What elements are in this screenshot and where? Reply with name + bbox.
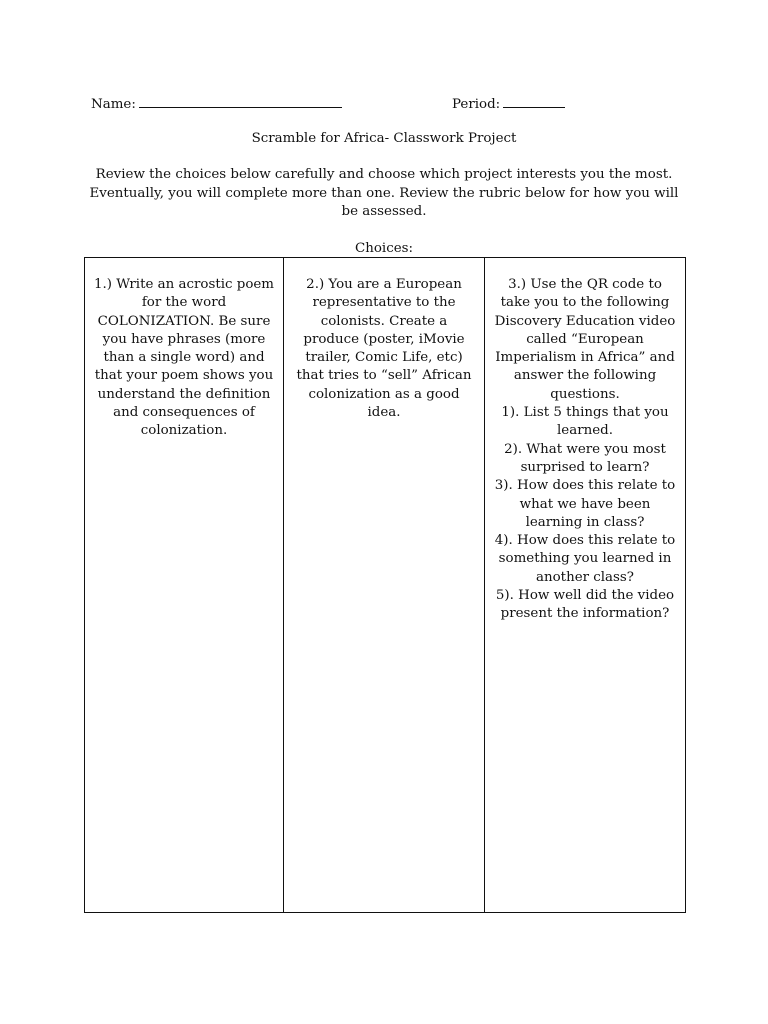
choice-1-text: 1.) Write an acrostic poem for the word COLONIZATION. Be sure you have phrases (more than a single word) and that your poem shows you understand the definition and consequences of colonization. — [93, 277, 275, 439]
period-label: Period: — [452, 97, 501, 112]
choice-3-intro: 3.) Use the QR code to take you to the following Discovery Education video called “European Imperialism in Africa” and answer the following questions. — [494, 277, 676, 402]
choices-table — [84, 257, 686, 913]
period-field — [452, 94, 565, 114]
choice-3-question-4: 4). How does this relate to something you learned in another class? — [494, 533, 676, 585]
choice-cell-3 — [485, 258, 686, 913]
choice-3-question-1: 1). List 5 things that you learned. — [501, 405, 669, 439]
page-title: Scramble for Africa- Classwork Project — [251, 131, 517, 146]
name-field — [91, 94, 342, 114]
choice-cell-1 — [85, 258, 284, 913]
choice-3-question-5: 5). How well did the video present the information? — [495, 588, 675, 622]
choice-cell-2 — [284, 258, 485, 913]
choice-2-text: 2.) You are a European representative to the colonists. Create a produce (poster, iMovie trailer, Comic Life, etc) that tries to “sell” African colonization as a good idea. — [296, 277, 472, 421]
name-blank-line[interactable] — [139, 94, 342, 108]
instructions-paragraph: Review the choices below carefully and choose which project interests you the most. Eventually, you will complete more than one. Review the rubric below for how you will be assessed. — [89, 167, 679, 219]
period-blank-line[interactable] — [503, 94, 565, 108]
choice-3-question-2: 2). What were you most surprised to learn? — [504, 441, 666, 475]
name-label: Name: — [91, 97, 136, 112]
choices-row — [85, 258, 686, 913]
choice-3-question-3: 3). How does this relate to what we have been learning in class? — [494, 478, 676, 530]
choices-heading: Choices: — [354, 241, 414, 256]
